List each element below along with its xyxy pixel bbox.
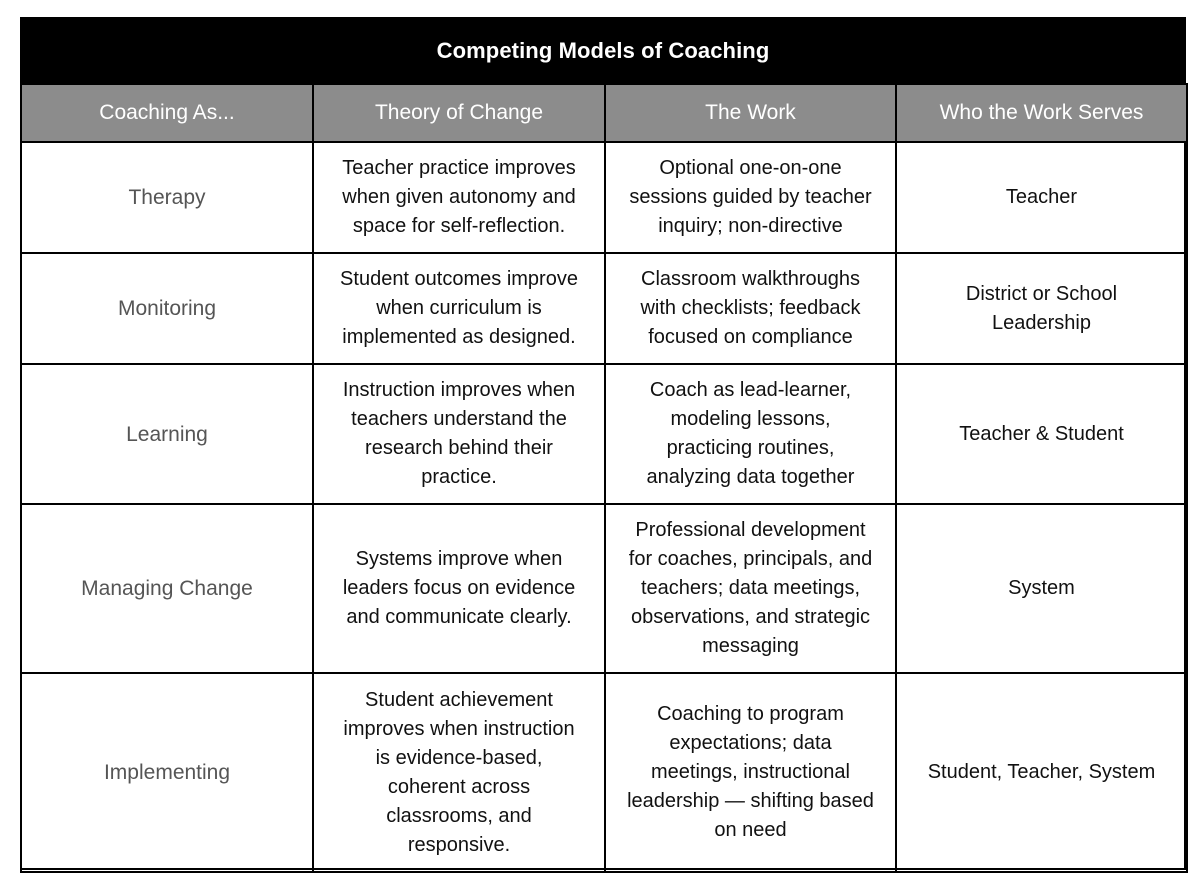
cell-text-line: coherent across — [387, 775, 531, 798]
cell-text-line: Student, Teacher, System — [927, 761, 1156, 783]
cell-text-line: teachers; data meetings, — [640, 577, 860, 599]
cell-text-line: on need — [714, 819, 787, 841]
cell-theory-of-change — [313, 142, 605, 253]
cell-text-line: District or School — [965, 282, 1118, 305]
cell-text-line: teachers understand the — [351, 408, 567, 430]
coaching-models-table — [20, 83, 1188, 873]
cell-text-line: and communicate clearly. — [346, 606, 572, 628]
cell-text-line: meetings, instructional — [651, 761, 850, 783]
cell-text-line: inquiry; non-directive — [658, 215, 843, 237]
cell-who-the-work-serves — [896, 142, 1187, 253]
cell-text-line: Student outcomes improve — [340, 268, 578, 290]
cell-text-line: improves when instruction — [343, 717, 575, 740]
cell-text-line: Instruction improves when — [342, 379, 576, 401]
table-row — [21, 673, 1187, 872]
cell-text-line: responsive. — [407, 833, 511, 856]
cell-text-line: for coaches, principals, and — [628, 548, 873, 570]
cell-text-line: analyzing data together — [646, 466, 855, 488]
cell-text-line: expectations; data — [669, 732, 832, 754]
cell-text-line: is evidence-based, — [375, 746, 543, 769]
cell-text-line: modeling lessons, — [670, 408, 831, 430]
table-title — [22, 19, 1184, 83]
table-row — [21, 142, 1187, 253]
cell-coaching-as: Implementing — [21, 673, 313, 872]
cell-text-line: implemented as designed. — [342, 326, 576, 348]
cell-theory-of-change — [313, 504, 605, 673]
cell-theory-of-change — [313, 253, 605, 364]
cell-coaching-as: Managing Change — [21, 504, 313, 673]
cell-text-line: Professional development — [635, 519, 866, 541]
column-header-who-the-work-serves: Who the Work Serves — [896, 84, 1187, 142]
cell-text-line: Coach as lead-learner, — [649, 379, 852, 401]
cell-text-line: observations, and strategic — [630, 606, 871, 628]
cell-text-line: Teacher & Student — [959, 422, 1124, 445]
cell-text-line: focused on compliance — [648, 326, 853, 348]
cell-who-the-work-serves — [896, 364, 1187, 504]
cell-text-line: leadership — shifting based — [627, 790, 874, 812]
cell-the-work — [605, 364, 896, 504]
cell-text-line: space for self-reflection. — [352, 215, 566, 237]
cell-the-work — [605, 673, 896, 872]
cell-theory-of-change — [313, 673, 605, 872]
cell-the-work — [605, 142, 896, 253]
cell-text-line: Systems improve when — [355, 548, 563, 570]
cell-text-line: Coaching to program — [657, 703, 844, 725]
cell-text-line: Student achievement — [365, 688, 553, 711]
cell-who-the-work-serves — [896, 504, 1187, 673]
cell-text-line: practicing routines, — [666, 437, 835, 459]
cell-text-line: Teacher practice improves — [342, 157, 576, 179]
cell-text-line: messaging — [702, 635, 799, 657]
coaching-models-table-frame — [20, 17, 1186, 870]
cell-coaching-as: Therapy — [21, 142, 313, 253]
cell-who-the-work-serves — [896, 253, 1187, 364]
cell-the-work — [605, 253, 896, 364]
table-row — [21, 504, 1187, 673]
column-header-coaching-as: Coaching As... — [21, 84, 313, 142]
cell-coaching-as: Monitoring — [21, 253, 313, 364]
cell-text-line: practice. — [421, 466, 497, 488]
table-row — [21, 364, 1187, 504]
table-body — [21, 142, 1187, 872]
column-header-theory-of-change: Theory of Change — [313, 84, 605, 142]
cell-text-line: sessions guided by teacher — [629, 186, 872, 208]
cell-text-line: when given autonomy and — [342, 186, 576, 208]
cell-text-line: Optional one-on-one — [659, 157, 842, 179]
cell-text-line: leaders focus on evidence — [342, 577, 576, 599]
cell-text-line: Leadership — [992, 311, 1091, 334]
table-title-text: Competing Models of Coaching — [436, 38, 770, 63]
cell-text-line: research behind their — [365, 437, 553, 459]
cell-text-line: Teacher — [1005, 186, 1078, 208]
cell-text-line: classrooms, and — [386, 804, 532, 827]
cell-coaching-as: Learning — [21, 364, 313, 504]
cell-text-line: with checklists; feedback — [640, 297, 861, 319]
cell-text-line: Classroom walkthroughs — [641, 268, 860, 290]
column-header-the-work: The Work — [605, 84, 896, 142]
cell-text-line: when curriculum is — [376, 297, 542, 319]
cell-text-line: System — [1008, 577, 1075, 599]
cell-theory-of-change — [313, 364, 605, 504]
cell-who-the-work-serves — [896, 673, 1187, 872]
table-row — [21, 253, 1187, 364]
cell-the-work — [605, 504, 896, 673]
header-row — [21, 84, 1187, 142]
